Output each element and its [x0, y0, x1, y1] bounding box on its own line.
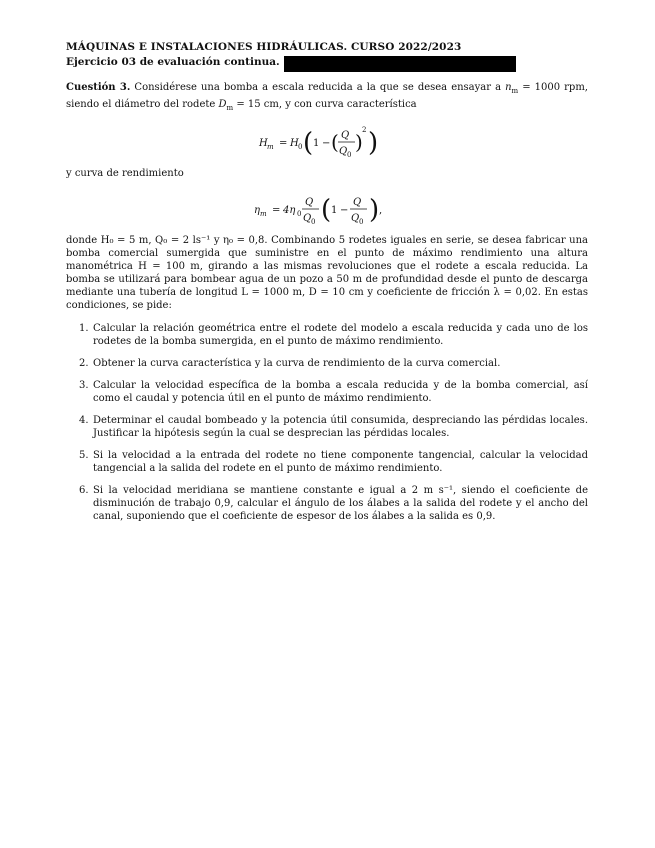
- f2-big-paren-open: (: [321, 195, 332, 225]
- f1-small-paren-close: ): [355, 130, 363, 154]
- conditions-paragraph: donde H₀ = 5 m, Q₀ = 2 ls⁻¹ y η₀ = 0,8. Combinando 5 rodetes iguales en serie, se desea fabricar una bomba comercial sumergida que suministre en el punto de máximo rendimiento una altura manométrica H = 100 m, girando a las mismas revoluciones que el rodete a escala reducida. La bomba se utilizará para bombear agua de un pozo a 50 m de profundidad desde el punto de descarga mediante una tubería de longitud L = 1000 m, D = 10 cm y coeficiente de fricción λ = 0,02. En estas condiciones, se pide:: [66, 235, 588, 311]
- intro-text: Considérese una bomba a escala reducida a la que se desea ensayar a: [134, 82, 502, 93]
- f1-q-num: Q: [341, 130, 350, 141]
- f2-q0: Q: [303, 213, 312, 224]
- f2-eq: =: [272, 205, 281, 216]
- task-text: Calcular la velocidad específica de la bomba a escala reducida y de la bomba comercial, así como el caudal y potencia útil en el punto de máximo rendimiento.: [93, 380, 588, 404]
- f2-lhs-sub: m: [260, 210, 267, 218]
- task-item: [79, 484, 588, 523]
- task-text: Si la velocidad meridiana se mantiene constante e igual a 2 m s⁻¹, siendo el coeficiente de disminución de trabajo 0,9, calcular el ángulo de los álabes a la salida del rodete y el ancho del canal, suponiendo que el coeficiente de espesor de los álabes a la salida es 0,9.: [93, 485, 588, 522]
- task-item: [79, 322, 588, 348]
- efficiency-intro: y curva de rendimiento: [66, 168, 184, 179]
- task-number: 1.: [79, 323, 89, 334]
- f1-small-paren-open: (: [331, 130, 339, 154]
- task-number: 3.: [79, 380, 89, 391]
- f1-exp: 2: [362, 126, 367, 134]
- task-text: Calcular la relación geométrica entre el rodete del modelo a escala reducida y cada uno de los rodetes de la bomba sumergida, en el punto de máximo rendimiento.: [93, 323, 588, 347]
- formula-2-svg: [252, 190, 402, 228]
- f1-one: 1: [313, 138, 320, 149]
- question-body: [66, 81, 588, 532]
- n-subscript: m: [511, 87, 519, 95]
- f2-q0-2: Q: [351, 213, 360, 224]
- d-subscript: m: [226, 104, 234, 112]
- task-item: [79, 449, 588, 475]
- formula-characteristic-curve: [66, 123, 588, 159]
- f2-q0-sub: 0: [311, 218, 316, 226]
- exercise-label: Ejercicio 03 de evaluación continua.: [66, 55, 280, 68]
- task-text: Determinar el caudal bombeado y la potencia útil consumida, despreciando las pérdidas locales. Justificar la hipótesis según la cual se desprecian las pérdidas locales.: [93, 415, 588, 439]
- task-number: 4.: [79, 415, 89, 426]
- f1-q0: Q: [339, 146, 348, 157]
- d-symbol: D: [218, 99, 227, 110]
- task-item: [79, 357, 588, 370]
- f2-q-num: Q: [305, 197, 314, 208]
- f2-minus: −: [340, 205, 349, 216]
- f1-big-paren-close: ): [368, 128, 379, 158]
- exercise-line: [66, 54, 536, 70]
- f1-lhs-sub: m: [267, 143, 274, 151]
- formula-efficiency-curve: [66, 190, 588, 226]
- task-list: [66, 322, 588, 523]
- task-text: Obtener la curva característica y la curva de rendimiento de la curva comercial.: [93, 358, 501, 369]
- formula-1-svg: [257, 123, 397, 161]
- f2-big-paren-close: ): [369, 195, 380, 225]
- f1-lhs: H: [259, 138, 268, 149]
- f2-coef-sub: 0: [297, 210, 302, 218]
- task-item: [79, 414, 588, 440]
- f2-one: 1: [331, 205, 338, 216]
- f2-lhs: η: [254, 205, 260, 216]
- f1-eq: =: [279, 138, 288, 149]
- f1-big-paren-open: (: [303, 128, 314, 158]
- f2-coef: 4η: [283, 205, 296, 216]
- task-number: 2.: [79, 358, 89, 369]
- f1-q0-sub: 0: [347, 151, 352, 159]
- redaction-bar: [284, 56, 516, 72]
- f2-q0-sub-2: 0: [359, 218, 364, 226]
- f2-comma: ,: [379, 205, 383, 216]
- task-item: [79, 379, 588, 405]
- task-text: Si la velocidad a la entrada del rodete no tiene componente tangencial, calcular la velocidad tangencial a la salida del rodete en el punto de máximo rendimiento.: [93, 450, 588, 474]
- task-number: 6.: [79, 485, 89, 496]
- n-value: = 1000 rpm, siendo el diámetro del rodete: [66, 82, 588, 110]
- document-header: [66, 41, 536, 70]
- question-label: Cuestión 3.: [66, 82, 131, 93]
- f1-h0: H: [290, 138, 299, 149]
- question-intro: [66, 81, 588, 115]
- task-number: 5.: [79, 450, 89, 461]
- d-value: = 15 cm, y con curva característica: [233, 99, 417, 110]
- f1-h0-sub: 0: [298, 143, 303, 151]
- f2-q-num-2: Q: [353, 197, 362, 208]
- f1-minus: −: [322, 138, 331, 149]
- course-title: MÁQUINAS E INSTALACIONES HIDRÁULICAS. CURSO 2022/2023: [66, 41, 462, 53]
- n-symbol: n: [505, 82, 512, 93]
